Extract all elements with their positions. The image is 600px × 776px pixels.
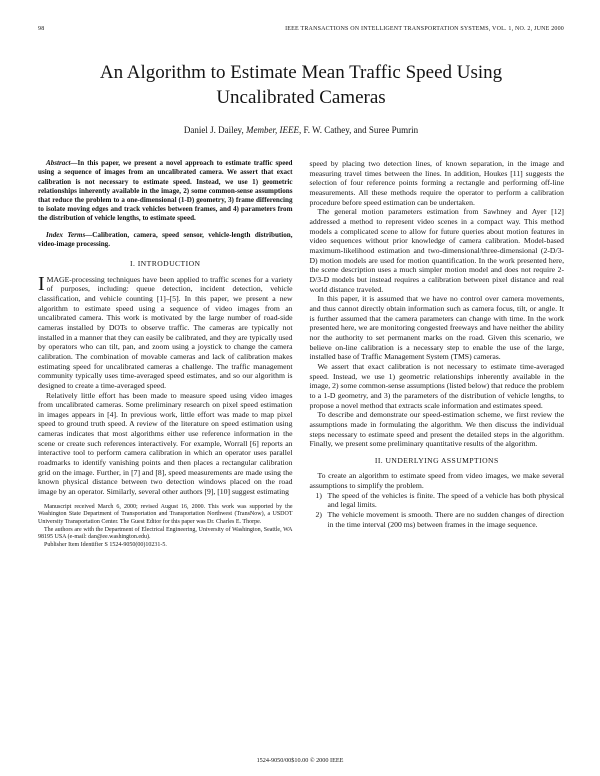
assumption-1-number: 1) (315, 490, 322, 500)
intro-paragraph-1 (38, 272, 293, 391)
copyright-footer: 1524-9050/00$10.00 © 2000 IEEE (256, 757, 344, 764)
author-line (38, 125, 564, 135)
right-paragraph-5: To describe and demonstrate our speed-estimation scheme, we first review the assumptions made in formulating the algorithm. We then discuss the individual steps necessary to estimate speed and present the detailed steps in the algorithm. Finally, we present some preliminary quantitative results of the algorithm. (309, 410, 564, 449)
intro-paragraph-1-text: MAGE-processing techniques have been applied to traffic scenes for a variety of purposes, including: queue detection, incident detection, vehicle classification, and vehicle counting [1]–[5]. In this paper, we present a new algorithm to estimate speed using a sequence of video images from an uncalibrated camera. This work is motivated by the large number of road-side cameras installed by DOTs to observe traffic. The cameras are typically not installed in a manner that they can easily be calibrated, and they are typically used by operators who can tilt, pan, and zoom using a joystick to change the camera calibration. The combination of movable cameras and lack of calibration makes estimating speed for uncalibrated cameras a challenge. The traffic management community typically uses time-averaged speed estimates, and so our algorithm is designed to create a time-averaged speed. (38, 274, 293, 390)
index-terms-text: Calibration, camera, speed sensor, vehicle-length distribution, video-image processing. (38, 230, 293, 248)
author-membership: Member, IEEE (245, 125, 299, 136)
right-column (310, 159, 565, 550)
journal-title: IEEE TRANSACTIONS ON INTELLIGENT TRANSPORTATION SYSTEMS, VOL. 1, NO. 2, JUNE 2000 (285, 26, 564, 32)
intro-paragraph-2: Relatively little effort has been made to measure speed using video images from uncalibrated cameras. Some preliminary research on pixel speed estimation in images appears in [4]. In previous work, little effort was made to map pixel speed to ground truth speed. A review of the literature on speed estimation using cameras indicates that most algorithms either use reference information in the scene or create such references interactively. For example, Worrall [6] reports an interactive tool to perform camera calibration in which an operator uses parallel roadmarks to identify vanishing points and then places a rectangular calibration grid on the image. Further, in [7] and [8], speed measurements are made using the known physical distance between two detection windows placed on the road image by an operator. Similarly, several other authors [9], [10] suggest estimating (38, 390, 293, 497)
author-name-1: Daniel J. Dailey, (183, 125, 246, 136)
abstract-label: Abstract— (46, 159, 78, 168)
footnote-manuscript: Manuscript received March 6, 2000; revised August 16, 2000. This work was supported by the Washington State Department of Transportation and Transportation Northwest (TransNow), a USDOT University Transportation Center. The Guest Editor for this paper was Dr. Charles E. Thorpe. (38, 503, 293, 526)
right-paragraph-1: speed by placing two detection lines, of known separation, in the image and measuring travel times between the lines. In addition, Houkes [11] suggests the selection of four reference points forming a rectangle and performing off-line measurements. All these methods require the operator to perform a calibration procedure before speed estimation can be undertaken. (309, 159, 564, 207)
footnotes (38, 504, 293, 550)
right-paragraph-2: The general motion parameters estimation from Sawhney and Ayer [12] addressed a method to represent video scenes in a compact way. This method models a complicated scene to allow for future queries about motion features in video sequences without prior knowledge of camera calibration. Model-based maximum-likelihood estimation and two-dimensional/three-dimensional (2-D/3-D) motion models are used for motion quantification. In the work presented here, the scene description uses a much simpler motion model and does not require 2-D/3-D models but instead requires a calibration between pixel distance and real world distance traveled. (309, 207, 564, 294)
left-column (38, 159, 293, 550)
abstract (38, 159, 293, 224)
dropcap-initial: I (38, 272, 45, 295)
index-terms (38, 231, 293, 249)
assumption-2-number: 2) (315, 509, 322, 519)
assumption-item-1 (316, 491, 565, 510)
index-terms-label: Index Terms— (46, 230, 93, 239)
assumption-1-text: The speed of the vehicles is finite. The speed of a vehicle has both physical and legal limits. (327, 490, 564, 510)
two-column-body (38, 159, 564, 550)
assumption-item-2 (316, 510, 565, 529)
author-names-rest: , F. W. Cathey, and Suree Pumrin (298, 125, 419, 136)
footnote-authors: The authors are with the Department of Electrical Engineering, University of Washington, Seattle, WA 98195 USA (e-mail: dan@ee.washington.edu). (38, 526, 293, 541)
page-number: 98 (38, 26, 45, 32)
running-head (38, 26, 564, 32)
abstract-text: In this paper, we present a novel approach to estimate traffic speed using a sequence of images from an uncalibrated camera. We assert that exact calibration is not necessary to estimate speed. Instead, we use 1) geometric relationships inherently available in the image, 2) some common-sense assumptions that reduce the problem to a one-dimensional (1-D) geometry, 3) frame differencing to isolate moving edges and track vehicles between frames, and 4) parameters from the distribution of vehicle lengths, to estimate speed. (38, 159, 293, 223)
section-heading-introduction: I. INTRODUCTION (130, 259, 201, 269)
footnote-publisher-id: Publisher Item Identifier S 1524-9050(00)10231-5. (44, 542, 167, 549)
right-paragraph-4: We assert that exact calibration is not necessary to estimate time-averaged speed. Instead, we use 1) geometric relationships inherently available in the image, 2) some common-sense assumptions (listed below) that reduce the problem to a 1-D geometry, and 3) the parameters of the distribution of vehicle lengths, to propose a novel method that extracts scale information and estimates speed. (309, 361, 564, 410)
assumptions-intro-paragraph: To create an algorithm to estimate speed from video images, we make several assumptions to simplify the problem. (309, 471, 564, 491)
right-paragraph-3: In this paper, it is assumed that we have no control over camera movements, and thus cannot directly obtain information such as camera focus, tilt, or angle. It is further assumed that the camera parameters can change with time. In the work presented here, we are monitoring congested freeways and have neither the ability nor the authority to set permanent marks on the road. Given this scenario, we believe on-line calibration is a necessary step to enable the use of the large, installed base of Traffic Management System (TMS) cameras. (309, 294, 564, 362)
paper-title: An Algorithm to Estimate Mean Traffic Speed Using Uncalibrated Cameras (99, 62, 503, 109)
assumption-2-text: The vehicle movement is smooth. There are no sudden changes of direction in the time interval (200 ms) between frames in the image sequence. (327, 509, 564, 529)
section-heading-assumptions: II. UNDERLYING ASSUMPTIONS (374, 455, 499, 465)
